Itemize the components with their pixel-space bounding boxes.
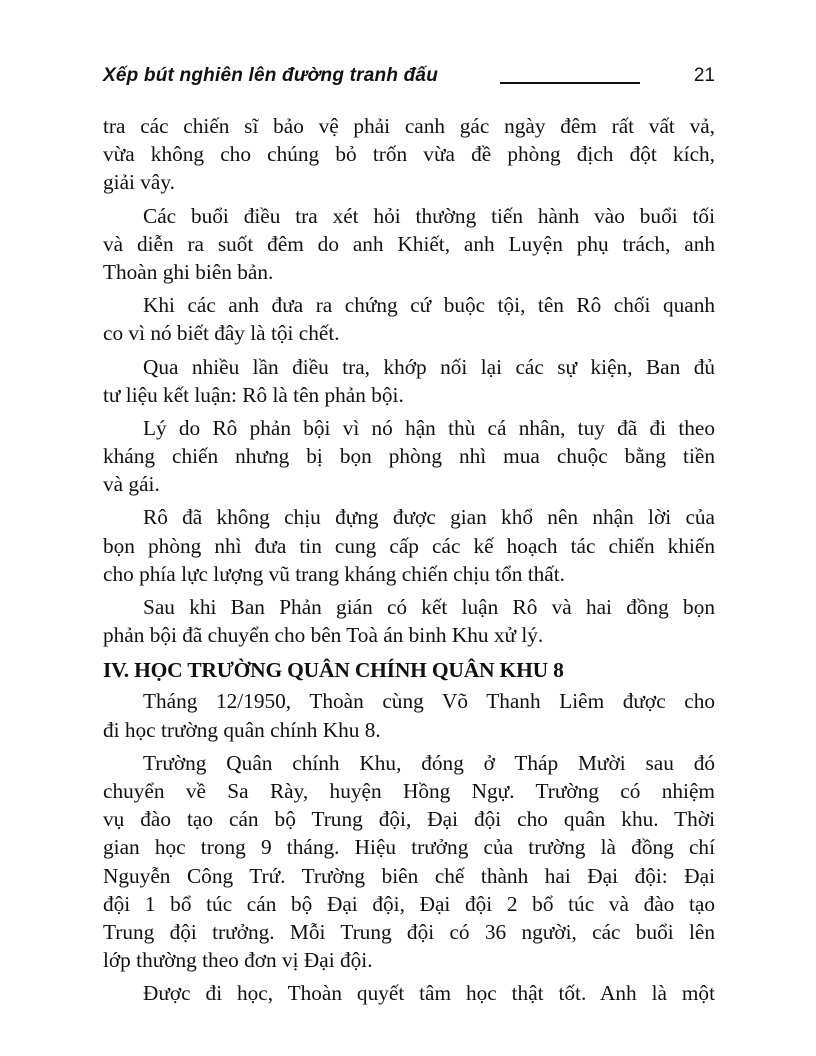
section-heading: IV. HỌC TRƯỜNG QUÂN CHÍNH QUÂN KHU 8 (103, 658, 564, 683)
text-line: kháng chiến nhưng bị bọn phòng nhì mua chuộc bằng tiền (103, 444, 715, 469)
paragraph (103, 353, 715, 409)
text-line: Rô đã không chịu đựng được gian khổ nên nhận lời của (143, 505, 715, 530)
text-line: gian học trong 9 tháng. Hiệu trưởng của trường là đồng chí (103, 835, 715, 860)
text-line: cho phía lực lượng vũ trang kháng chiến chịu tổn thất. (103, 561, 565, 586)
paragraph (103, 593, 715, 649)
text-line: co vì nó biết đây là tội chết. (103, 321, 340, 346)
running-title: Xếp bút nghiên lên đường tranh đấu (103, 65, 438, 86)
paragraph (103, 749, 715, 975)
body-text (103, 112, 715, 1012)
text-line: và diễn ra suốt đêm do anh Khiết, anh Luyện phụ trách, anh (103, 231, 715, 256)
paragraph (103, 112, 715, 197)
text-line: Tháng 12/1950, Thoàn cùng Võ Thanh Liêm được cho (143, 689, 715, 714)
text-line: đội 1 bổ túc cán bộ Đại đội, Đại đội 2 bổ túc và đào tạo (103, 891, 715, 916)
text-line: tư liệu kết luận: Rô là tên phản bội. (103, 382, 404, 407)
text-line: Sau khi Ban Phản gián có kết luận Rô và hai đồng bọn (143, 595, 715, 619)
text-line: và gái. (103, 472, 160, 497)
text-line: Khi các anh đưa ra chứng cứ buộc tội, tên Rô chối quanh (143, 293, 715, 318)
text-line: giải vây. (103, 170, 175, 195)
text-line: vừa không cho chúng bỏ trốn vừa đề phòng địch đột kích, (103, 142, 715, 167)
text-line: lớp thường theo đơn vị Đại đội. (103, 948, 373, 973)
text-line: Nguyễn Công Trứ. Trường biên chế thành hai Đại đội: Đại (103, 863, 715, 888)
text-line: tra các chiến sĩ bảo vệ phải canh gác ngày đêm rất vất vả, (103, 114, 715, 138)
paragraph (103, 503, 715, 588)
paragraph (103, 291, 715, 347)
paragraph (103, 979, 715, 1007)
paragraph (103, 202, 715, 287)
paragraph (103, 687, 715, 743)
paragraph (103, 414, 715, 499)
text-line: đi học trường quân chính Khu 8. (103, 717, 381, 742)
text-line: Lý do Rô phản bội vì nó hận thù cá nhân, tuy đã đi theo (143, 415, 715, 440)
text-line: Trường Quân chính Khu, đóng ở Tháp Mười sau đó (143, 750, 715, 775)
page-header (103, 62, 715, 92)
text-line: Trung đội trưởng. Mỗi Trung đội có 36 người, các buổi lên (103, 919, 715, 944)
page-number: 21 (693, 65, 715, 86)
text-line: phản bội đã chuyển cho bên Toà án binh Khu xử lý. (103, 623, 544, 648)
text-line: Các buổi điều tra xét hỏi thường tiến hành vào buổi tối (143, 203, 715, 228)
text-line: bọn phòng nhì đưa tin cung cấp các kế hoạch tác chiến khiến (103, 533, 715, 558)
paragraphs-after-section (103, 687, 715, 1007)
text-line: vụ đào tạo cán bộ Trung đội, Đại đội cho quân khu. Thời (103, 807, 715, 832)
text-line: Thoàn ghi biên bản. (103, 259, 274, 284)
text-line: Được đi học, Thoàn quyết tâm học thật tốt. Anh là một (143, 981, 715, 1006)
header-rule (500, 82, 640, 84)
text-line: Qua nhiều lần điều tra, khớp nối lại các sự kiện, Ban đủ (143, 354, 715, 379)
text-line: chuyển về Sa Rày, huyện Hồng Ngự. Trường có nhiệm (103, 778, 715, 803)
paragraphs-before-section (103, 112, 715, 649)
